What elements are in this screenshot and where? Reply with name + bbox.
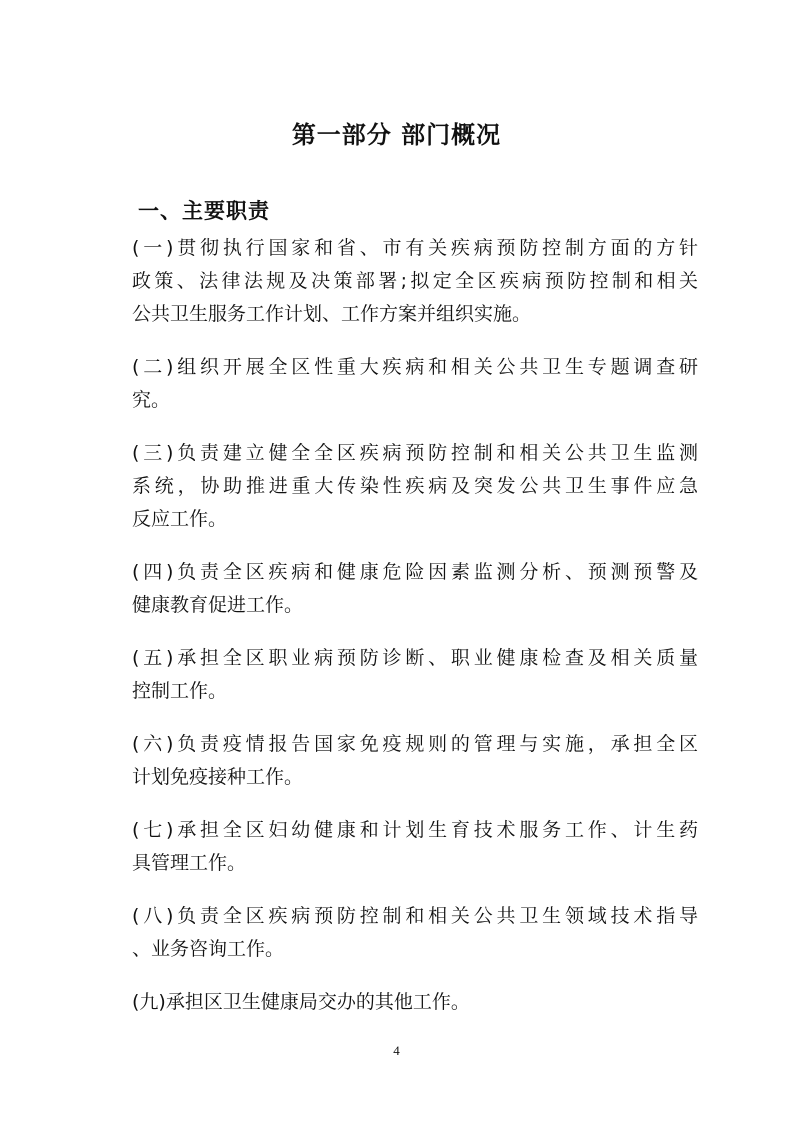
duty-line: (五)承担全区职业病预防诊断、职业健康检查及相关质量 xyxy=(132,647,698,669)
duty-line: 政策、法律法规及决策部署;拟定全区疾病预防控制和相关 xyxy=(132,270,698,292)
page-title: 第一部分 部门概况 xyxy=(291,121,502,149)
page-number: 4 xyxy=(393,1043,400,1058)
duty-line: (二)组织开展全区性重大疾病和相关公共卫生专题调查研 xyxy=(132,356,698,378)
duty-line: 控制工作。 xyxy=(132,680,228,702)
duty-paragraph xyxy=(132,232,698,331)
duty-paragraph xyxy=(132,728,698,794)
duty-paragraph xyxy=(132,556,698,622)
section-heading-main-duties: 一、主要职责 xyxy=(138,199,270,223)
duty-line: 、业务咨询工作。 xyxy=(132,938,285,960)
duty-line: (九)承担区卫生健康局交办的其他工作。 xyxy=(132,991,470,1013)
duty-line: 具管理工作。 xyxy=(132,852,247,874)
duty-line: 系统，协助推进重大传染性疾病及突发公共卫生事件应急 xyxy=(132,475,698,497)
duty-paragraph xyxy=(132,900,698,966)
duty-line: (八)负责全区疾病预防控制和相关公共卫生领域技术指导 xyxy=(132,905,698,927)
duty-line: (七)承担全区妇幼健康和计划生育技术服务工作、计生药 xyxy=(132,819,698,841)
duty-line: 反应工作。 xyxy=(132,508,228,530)
duty-paragraph xyxy=(132,986,698,1019)
duty-paragraph xyxy=(132,642,698,708)
duty-paragraph xyxy=(132,351,698,417)
duty-line: (六)负责疫情报告国家免疫规则的管理与实施，承担全区 xyxy=(132,733,698,755)
duty-line: (三)负责建立健全全区疾病预防控制和相关公共卫生监测 xyxy=(132,442,698,464)
duty-line: 健康教育促进工作。 xyxy=(132,594,304,616)
duty-line: (一)贯彻执行国家和省、市有关疾病预防控制方面的方针 xyxy=(132,237,698,259)
duty-paragraph xyxy=(132,814,698,880)
duties-list xyxy=(132,232,698,1039)
duty-paragraph xyxy=(132,437,698,536)
duty-line: 究。 xyxy=(132,389,171,411)
duty-line: (四)负责全区疾病和健康危险因素监测分析、预测预警及 xyxy=(132,561,698,583)
duty-line: 公共卫生服务工作计划、工作方案并组织实施。 xyxy=(132,303,532,325)
duty-line: 计划免疫接种工作。 xyxy=(132,766,304,788)
